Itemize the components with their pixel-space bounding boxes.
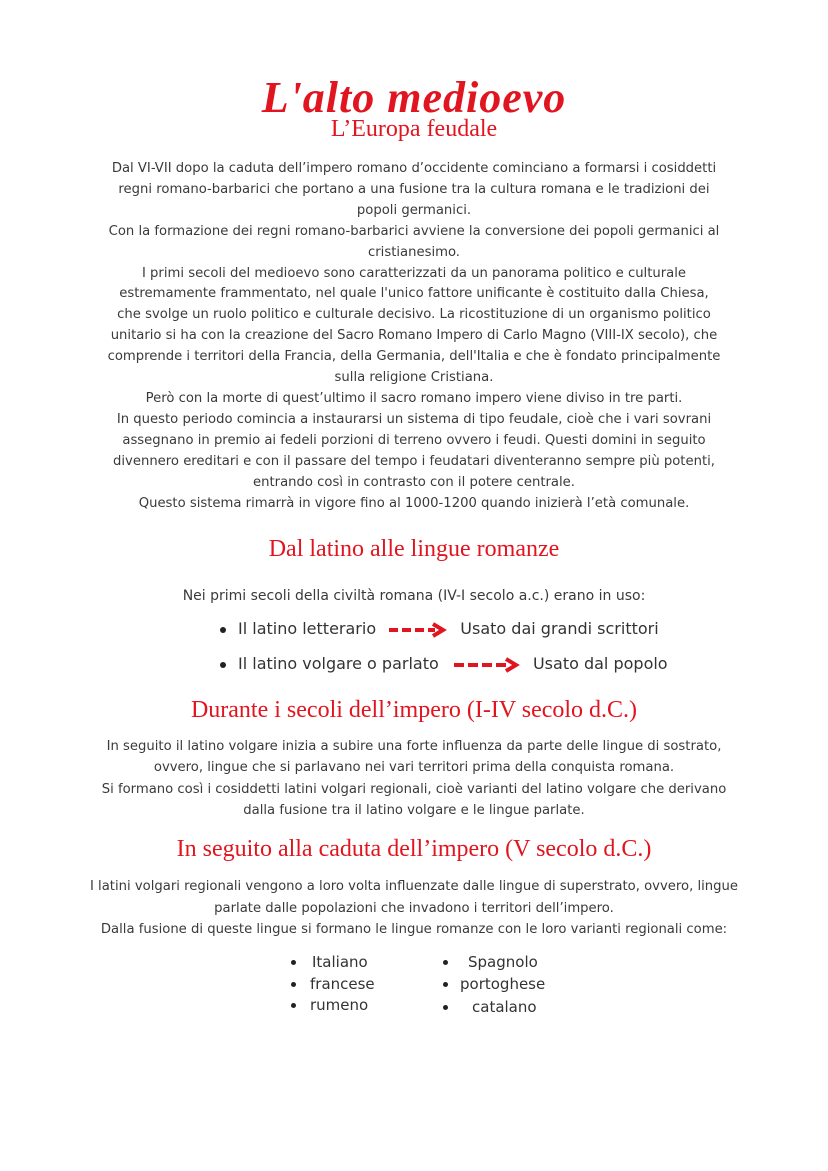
language-name: catalano [472, 998, 537, 1016]
bullet-icon [443, 1005, 448, 1010]
text-line: Questo sistema rimarrà in vigore fino al 1000-1200 quando inizierà l’età comunale. [138, 495, 690, 511]
bullet-icon [291, 1003, 296, 1008]
text-line: In questo periodo comincia a instaurarsi un sistema di tipo feudale, cioè che i vari sovrani [116, 411, 712, 427]
item-term: Il latino letterario [238, 619, 377, 638]
paragraph-impero [0, 736, 828, 822]
text-line: regni romano-barbarici che portano a una fusione tra la cultura romana e le tradizioni dei [118, 181, 710, 197]
list-item [291, 953, 368, 971]
text-line: parlate dalle popolazioni che invadono i territori dell’impero. [214, 900, 614, 916]
text-line: Si formano così i cosiddetti latini volgari regionali, cioè varianti del latino volgare che derivano [101, 781, 727, 797]
text-line: ovvero, lingue che si parlavano nei vari territori prima della conquista romana. [153, 760, 675, 776]
list-item [291, 975, 375, 993]
language-name: portoghese [460, 975, 546, 993]
language-name: Spagnolo [468, 953, 538, 971]
text-line: popoli germanici. [356, 202, 472, 218]
list-item [443, 953, 538, 971]
text-line: In seguito il latino volgare inizia a subire una forte influenza da parte delle lingue di sostrato, [106, 739, 722, 754]
intro-text: Nei primi secoli della civiltà romana (IV-I secolo a.c.) erano in uso: [182, 588, 646, 604]
text-line: comprende i territori della Francia, della Germania, dell'Italia e che è fondato principalmente [107, 349, 721, 365]
bullet-icon [291, 982, 296, 987]
section-heading-europa-feudale: L’Europa feudale [330, 116, 498, 142]
bullet-icon [443, 982, 448, 987]
item-description: Usato dal popolo [532, 654, 668, 673]
list-item [220, 654, 668, 673]
text-line: Dal VI-VII dopo la caduta dell’impero romano d’occidente cominciano a formarsi i cosiddetti [111, 161, 717, 176]
text-line: Dalla fusione di queste lingue si formano le lingue romanze con le loro varianti regionali come: [100, 922, 728, 937]
dashed-arrow-icon [387, 622, 449, 638]
language-name: rumeno [310, 996, 369, 1014]
paragraph-caduta [0, 876, 828, 941]
text-line: divennero ereditari e con il passare del tempo i feudatari diventeranno sempre più potenti, [113, 453, 715, 469]
list-item [220, 619, 659, 638]
section-heading-caduta: In seguito alla caduta dell’impero (V secolo d.C.) [176, 836, 652, 862]
dashed-arrow-icon [450, 657, 522, 673]
bullet-icon [220, 662, 226, 668]
text-line: entrando così in contrasto con il potere centrale. [253, 474, 575, 490]
bullet-icon [220, 627, 226, 633]
text-line: che svolge un ruolo politico e culturale decisivo. La ricostituzione di un organismo politico [117, 307, 711, 323]
text-line: unitario si ha con la creazione del Sacro Romano Impero di Carlo Magno (VIII-IX secolo), che [110, 328, 718, 344]
page-title: L'alto medioevo [261, 73, 567, 122]
text-line: assegnano in premio ai fedeli porzioni di terreno ovvero i feudi. Questi domini in seguito [122, 432, 706, 448]
section-heading-impero: Durante i secoli dell’impero (I-IV secolo d.C.) [190, 697, 638, 723]
list-item [443, 998, 537, 1016]
item-description: Usato dai grandi scrittori [460, 619, 659, 638]
text-line: I primi secoli del medioevo sono caratterizzati da un panorama politico e culturale [141, 265, 687, 281]
section-heading-lingue-romanze: Dal latino alle lingue romanze [268, 536, 560, 562]
bullet-icon [443, 960, 448, 965]
text-line: dalla fusione tra il latino volgare e le lingue parlate. [243, 803, 585, 819]
text-line: I latini volgari regionali vengono a loro volta influenzate dalle lingue di superstrato, ovvero, lingue [89, 879, 739, 894]
text-line: estremamente frammentato, nel quale l'unico fattore unificante è costituito dalla Chiesa, [119, 286, 709, 302]
item-term: Il latino volgare o parlato [238, 654, 439, 673]
list-item [291, 996, 368, 1014]
text-line: Con la formazione dei regni romano-barbarici avviene la conversione dei popoli germanici al [108, 223, 720, 239]
bullet-icon [291, 960, 296, 965]
text-line: Però con la morte di quest’ultimo il sacro romano impero viene diviso in tre parti. [145, 390, 683, 406]
text-line: sulla religione Cristiana. [334, 370, 494, 386]
language-name: Italiano [312, 953, 368, 971]
text-line: cristianesimo. [367, 244, 460, 260]
paragraph-europa-feudale [0, 159, 828, 514]
language-name: francese [310, 975, 375, 993]
list-item [443, 975, 545, 993]
